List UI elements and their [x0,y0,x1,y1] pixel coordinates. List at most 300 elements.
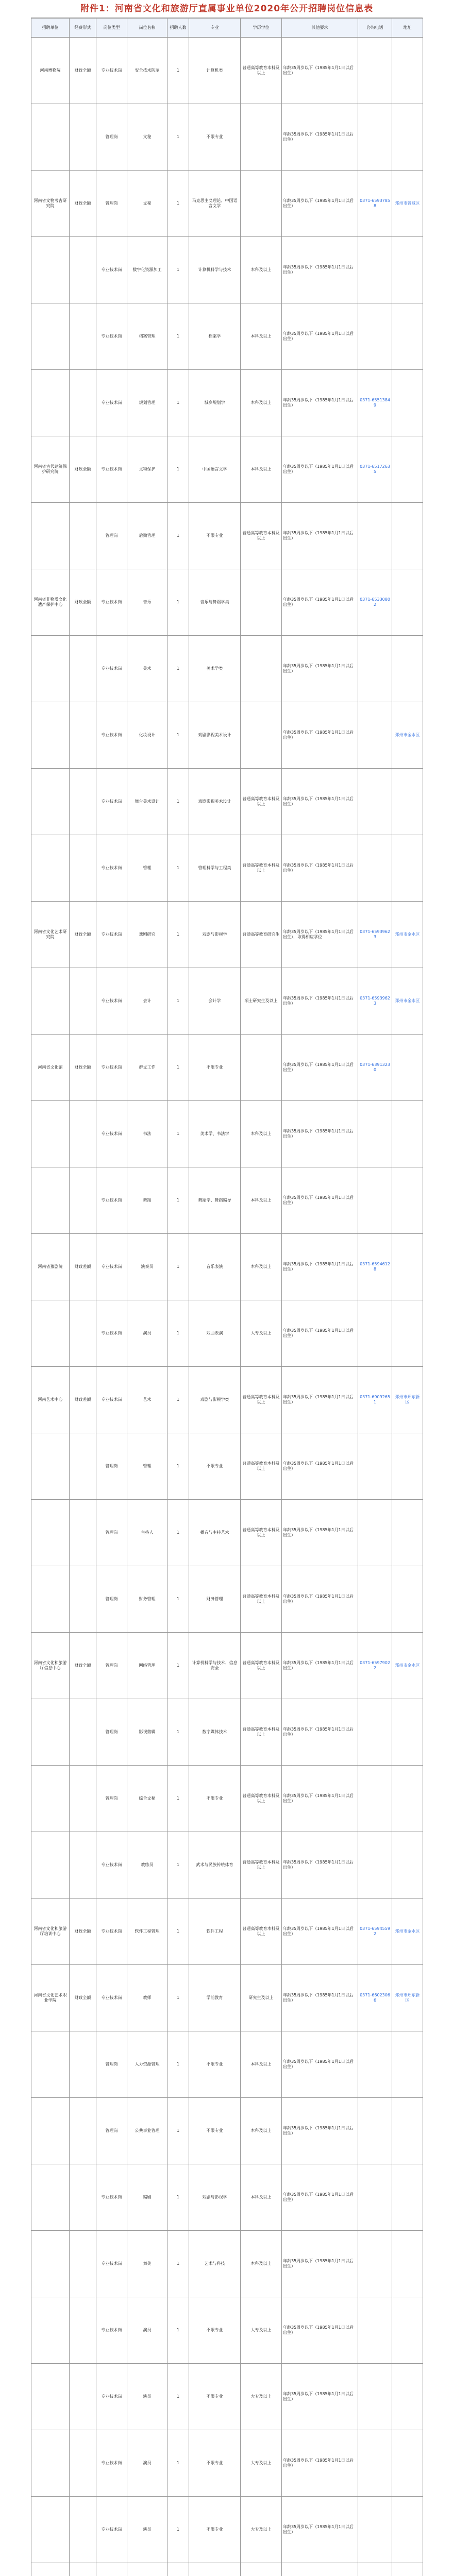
table-cell: 郑州市郑东新区 [392,1367,423,1433]
table-cell [31,968,70,1035]
table-row [31,1101,423,1167]
table-cell [70,2364,96,2430]
table-cell [358,303,392,370]
table-cell [31,370,70,436]
table-cell [127,2563,167,2576]
table-cell: 化妆设计 [127,702,167,769]
table-row [31,1167,423,1234]
table-cell [31,1766,70,1832]
table-cell: 1 [167,2031,189,2098]
table-cell: 1 [167,968,189,1035]
table-cell: 财政差额 [70,1367,96,1433]
table-cell: 郑州市金水区 [392,1899,423,1965]
table-cell: 年龄35周岁以下（1985年1月1日以后出生） [282,702,358,769]
column-header: 专业 [189,19,241,38]
table-cell: 戏剧研究 [127,902,167,968]
table-cell: 0371-65330802 [358,569,392,636]
table-cell: 大专及以上 [241,1300,282,1367]
table-cell [392,1832,423,1899]
table-cell: 年龄35周岁以下（1985年1月1日以后出生） [282,104,358,171]
table-cell [31,1832,70,1899]
document-page [31,0,423,2576]
table-cell: 年龄35周岁以下（1985年1月1日以后出生） [282,2231,358,2297]
table-cell: 规划管理 [127,370,167,436]
table-cell: 财政全额 [70,569,96,636]
table-cell [392,303,423,370]
table-cell [392,2098,423,2164]
table-cell: 1 [167,2164,189,2231]
table-cell: 硕士研究生及以上 [241,968,282,1035]
table-cell: 舞蹈学、舞蹈编导 [189,1167,241,1234]
table-cell: 年龄35周岁以下（1985年1月1日以后出生） [282,237,358,303]
table-cell: 教练员 [127,1832,167,1899]
table-cell: 文秘 [127,171,167,237]
table-cell: 安全技术防范 [127,38,167,104]
table-cell [96,2563,127,2576]
table-cell: 专业技术岗 [96,636,127,702]
table-cell [392,2031,423,2098]
table-cell: 专业技术岗 [96,2497,127,2563]
table-cell [70,968,96,1035]
table-cell [70,835,96,902]
table-cell: 财政全额 [70,1965,96,2031]
table-cell: 本科及以上 [241,1167,282,1234]
table-cell: 1 [167,1699,189,1766]
table-cell: 年龄35周岁以下（1985年1月1日以后出生） [282,1566,358,1633]
table-row [31,2563,423,2576]
table-cell [358,1300,392,1367]
table-cell: 群文工作 [127,1035,167,1101]
table-cell: 0371-69092651 [358,1367,392,1433]
table-cell: 财务管理 [189,1566,241,1633]
table-cell [358,769,392,835]
table-row [31,835,423,902]
table-cell: 专业技术岗 [96,1167,127,1234]
table-cell [31,1101,70,1167]
table-row [31,2364,423,2430]
table-cell [392,436,423,503]
table-cell: 主持人 [127,1500,167,1566]
table-cell: 专业技术岗 [96,370,127,436]
table-row [31,1035,423,1101]
table-cell: 管理岗 [96,503,127,569]
table-cell: 年龄35周岁以下（1985年1月1日以后出生） [282,636,358,702]
table-row [31,1699,423,1766]
table-cell: 本科及以上 [241,2231,282,2297]
table-cell [31,835,70,902]
table-cell: 大专及以上 [241,2497,282,2563]
table-cell: 郑州市金水区 [392,1633,423,1699]
table-cell [31,2563,70,2576]
table-row [31,1766,423,1832]
table-cell [392,1566,423,1633]
table-cell: 郑州市郑东新区 [392,1965,423,2031]
table-cell [358,2563,392,2576]
table-cell [392,2563,423,2576]
table-cell [167,2563,189,2576]
table-cell: 年龄35周岁以下（1985年1月1日以后出生） [282,1167,358,1234]
table-cell: 郑州市金水区 [392,702,423,769]
table-cell: 年龄35周岁以下（1985年1月1日以后出生） [282,2297,358,2364]
table-cell: 年龄35周岁以下（1985年1月1日以后出生） [282,1035,358,1101]
table-cell [70,702,96,769]
column-header: 咨询电话 [358,19,392,38]
table-cell: 不限专业 [189,2364,241,2430]
table-cell: 专业技术岗 [96,835,127,902]
table-cell [392,1234,423,1300]
table-cell: 专业技术岗 [96,1832,127,1899]
table-cell: 普通高等教育本科及以上 [241,835,282,902]
table-cell: 专业技术岗 [96,968,127,1035]
table-cell: 郑州市金水区 [392,902,423,968]
table-cell: 1 [167,2364,189,2430]
table-cell [392,1300,423,1367]
table-row [31,968,423,1035]
positions-table [31,18,423,2576]
table-cell: 年龄35周岁以下（1985年1月1日以后出生） [282,436,358,503]
table-cell: 本科及以上 [241,237,282,303]
table-cell: 年龄35周岁以下（1985年1月1日以后出生） [282,303,358,370]
table-cell: 1 [167,1766,189,1832]
table-cell: 1 [167,1035,189,1101]
table-cell [358,2364,392,2430]
table-row [31,1300,423,1367]
table-cell [31,1500,70,1566]
table-cell [31,1300,70,1367]
table-cell [70,2098,96,2164]
table-cell [31,303,70,370]
table-cell: 河南省古代建筑保护研究院 [31,436,70,503]
table-row [31,2231,423,2297]
table-cell [31,636,70,702]
table-body [31,38,423,2576]
table-cell: 专业技术岗 [96,902,127,968]
table-cell: 1 [167,303,189,370]
table-cell: 普通高等教育本科及以上 [241,1699,282,1766]
table-cell: 舞美 [127,2231,167,2297]
table-cell: 专业技术岗 [96,569,127,636]
table-cell: 河南艺术中心 [31,1367,70,1433]
column-header: 学历学位 [241,19,282,38]
table-cell [70,104,96,171]
table-cell [70,2031,96,2098]
table-cell [70,2430,96,2497]
table-cell: 河南省非物质文化遗产保护中心 [31,569,70,636]
table-cell: 河南省文化艺术研究院 [31,902,70,968]
table-cell: 年龄35周岁以下（1985年1月1日以后出生） [282,38,358,104]
table-cell [358,2297,392,2364]
table-cell: 专业技术岗 [96,1300,127,1367]
table-cell [70,636,96,702]
table-cell [392,1766,423,1832]
table-cell: 河南博物院 [31,38,70,104]
table-row [31,303,423,370]
table-cell: 1 [167,569,189,636]
table-cell: 本科及以上 [241,370,282,436]
table-cell: 0371-63913230 [358,1035,392,1101]
table-cell: 专业技术岗 [96,2430,127,2497]
table-cell [392,104,423,171]
table-cell: 学前教育 [189,1965,241,2031]
table-cell: 年龄35周岁以下（1985年1月1日以后出生） [282,2031,358,2098]
table-cell: 不限专业 [189,2297,241,2364]
table-cell: 普通高等教育本科及以上 [241,1832,282,1899]
table-cell: 管理岗 [96,104,127,171]
column-header: 岗位名称 [127,19,167,38]
table-cell: 1 [167,1832,189,1899]
table-cell [358,1500,392,1566]
table-cell: 会计学 [189,968,241,1035]
table-cell: 1 [167,2430,189,2497]
table-cell: 财政全额 [70,902,96,968]
table-cell [70,1566,96,1633]
table-cell: 本科及以上 [241,2098,282,2164]
table-cell [70,2497,96,2563]
table-cell [392,38,423,104]
table-row [31,1234,423,1300]
table-cell [392,1035,423,1101]
column-header: 招聘单位 [31,19,70,38]
table-cell [358,1832,392,1899]
table-cell: 不限专业 [189,1035,241,1101]
table-row [31,2497,423,2563]
table-cell: 管理岗 [96,1566,127,1633]
table-cell [31,702,70,769]
table-cell: 戏剧影视美术设计 [189,769,241,835]
table-cell: 普通高等教育本科及以上 [241,1433,282,1500]
table-cell: 0371-65172635 [358,436,392,503]
table-cell: 城乡规划学 [189,370,241,436]
table-cell [70,503,96,569]
table-cell: 计算机类 [189,38,241,104]
table-cell: 年龄35周岁以下（1985年1月1日以后出生） [282,968,358,1035]
table-cell [31,2031,70,2098]
table-cell [31,104,70,171]
table-cell: 河南省豫剧院 [31,1234,70,1300]
table-cell: 河南省文化艺术职业学院 [31,1965,70,2031]
table-cell: 1 [167,1899,189,1965]
table-cell [392,1699,423,1766]
table-cell: 软件工程管理 [127,1899,167,1965]
table-cell [358,1433,392,1500]
table-cell: 本科及以上 [241,1234,282,1300]
table-cell [31,237,70,303]
table-cell: 专业技术岗 [96,1965,127,2031]
table-cell: 不限专业 [189,104,241,171]
table-cell: 1 [167,1167,189,1234]
table-cell: 音乐与舞蹈学类 [189,569,241,636]
table-cell [282,2563,358,2576]
table-row [31,636,423,702]
table-cell: 年龄35周岁以下（1985年1月1日以后出生） [282,1899,358,1965]
table-cell: 财政全额 [70,171,96,237]
table-cell: 档案管理 [127,303,167,370]
table-cell: 管理岗 [96,1766,127,1832]
table-row [31,1566,423,1633]
table-cell: 1 [167,702,189,769]
table-cell: 郑州市金水区 [392,968,423,1035]
table-cell: 音乐 [127,569,167,636]
table-cell [189,2563,241,2576]
table-cell: 艺术与科技 [189,2231,241,2297]
table-cell: 网络管理 [127,1633,167,1699]
table-cell [70,1300,96,1367]
table-cell [358,1167,392,1234]
table-cell: 1 [167,769,189,835]
table-cell: 本科及以上 [241,436,282,503]
table-cell: 1 [167,104,189,171]
table-cell: 文秘 [127,104,167,171]
table-cell: 演员 [127,2364,167,2430]
table-cell [70,2164,96,2231]
table-cell: 年龄35周岁以下（1985年1月1日以后出生） [282,1965,358,2031]
table-row [31,902,423,968]
table-cell [241,1035,282,1101]
table-cell: 年龄35周岁以下（1985年1月1日以后出生） [282,370,358,436]
table-cell [31,769,70,835]
table-cell: 年龄35周岁以下（1985年1月1日以后出生） [282,769,358,835]
table-cell: 专业技术岗 [96,303,127,370]
table-cell [31,2164,70,2231]
table-cell: 普通高等教育本科及以上 [241,1633,282,1699]
table-cell: 文物保护 [127,436,167,503]
table-cell: 普通高等教育本科及以上 [241,769,282,835]
table-cell: 书法 [127,1101,167,1167]
table-row [31,2164,423,2231]
table-cell: 不限专业 [189,1433,241,1500]
table-cell [31,1699,70,1766]
table-cell: 年龄35周岁以下（1985年1月1日以后出生） [282,1832,358,1899]
table-cell [358,1566,392,1633]
table-cell: 演员 [127,2430,167,2497]
table-cell [392,1500,423,1566]
table-cell [358,2098,392,2164]
table-cell: 0371-65937858 [358,171,392,237]
table-cell: 0371-65945592 [358,1899,392,1965]
table-cell [358,835,392,902]
table-cell: 年龄35周岁以下（1985年1月1日以后出生） [282,1766,358,1832]
table-cell [31,503,70,569]
table-cell: 本科及以上 [241,1101,282,1167]
table-row [31,38,423,104]
table-cell [70,2297,96,2364]
table-row [31,436,423,503]
table-cell: 不限专业 [189,2098,241,2164]
table-cell [241,702,282,769]
table-cell: 专业技术岗 [96,769,127,835]
table-cell: 普通高等教育本科及以上 [241,1766,282,1832]
table-cell: 数字媒体技术 [189,1699,241,1766]
table-cell: 1 [167,1433,189,1500]
table-cell: 财政全额 [70,1899,96,1965]
table-cell: 编剧 [127,2164,167,2231]
table-cell: 专业技术岗 [96,702,127,769]
table-cell: 1 [167,1566,189,1633]
table-cell: 戏剧影视美术设计 [189,702,241,769]
table-cell: 管理 [127,1433,167,1500]
table-cell [70,2231,96,2297]
table-cell: 专业技术岗 [96,1899,127,1965]
column-header: 其他要求 [282,19,358,38]
table-cell: 后勤管理 [127,503,167,569]
table-cell: 武术与民族传统体育 [189,1832,241,1899]
table-cell: 普通高等教育研究生 [241,902,282,968]
table-cell [31,2231,70,2297]
table-cell: 财政全额 [70,1035,96,1101]
table-cell: 大专及以上 [241,2364,282,2430]
table-cell: 专业技术岗 [96,1367,127,1433]
table-cell: 研究生及以上 [241,1965,282,2031]
table-cell [70,303,96,370]
table-cell: 不限专业 [189,2430,241,2497]
table-cell: 普通高等教育本科及以上 [241,1566,282,1633]
table-cell [392,370,423,436]
table-cell: 河南省文化馆 [31,1035,70,1101]
table-cell: 人力资源管理 [127,2031,167,2098]
table-cell: 年龄35周岁以下（1985年1月1日以后出生） [282,1433,358,1500]
table-cell: 1 [167,1500,189,1566]
table-cell: 1 [167,436,189,503]
table-cell: 1 [167,1633,189,1699]
table-cell: 0371-65979022 [358,1633,392,1699]
table-cell: 普通高等教育本科及以上 [241,503,282,569]
table-row [31,1965,423,2031]
table-cell [358,104,392,171]
table-cell [70,237,96,303]
table-cell: 1 [167,370,189,436]
table-cell [392,237,423,303]
table-cell: 年龄35周岁以下（1985年1月1日以后出生） [282,171,358,237]
table-cell: 专业技术岗 [96,2297,127,2364]
table-cell [241,104,282,171]
table-cell: 综合文秘 [127,1766,167,1832]
table-cell [392,1101,423,1167]
table-cell [70,1433,96,1500]
table-cell [358,2497,392,2563]
table-cell: 1 [167,2098,189,2164]
table-cell: 1 [167,38,189,104]
table-cell: 1 [167,2297,189,2364]
table-cell: 年龄35周岁以下（1985年1月1日以后出生） [282,835,358,902]
table-cell: 1 [167,636,189,702]
table-cell: 戏剧与影视学 [189,2164,241,2231]
table-cell [358,2430,392,2497]
column-header: 岗位类型 [96,19,127,38]
table-cell: 年龄35周岁以下（1985年1月1日以后出生） [282,1300,358,1367]
table-cell [70,1500,96,1566]
table-cell: 本科及以上 [241,2031,282,2098]
table-row [31,1633,423,1699]
table-cell: 财务管理 [127,1566,167,1633]
table-cell: 0371-65946128 [358,1234,392,1300]
table-row [31,1367,423,1433]
table-cell: 公共事业管理 [127,2098,167,2164]
table-cell: 年龄35周岁以下（1985年1月1日以后出生） [282,2364,358,2430]
table-cell: 财政全额 [70,1633,96,1699]
table-cell: 专业技术岗 [96,1234,127,1300]
table-cell: 中国语言文学 [189,436,241,503]
table-cell [358,2164,392,2231]
table-cell: 数字化资源加工 [127,237,167,303]
table-cell [241,636,282,702]
table-cell: 1 [167,2497,189,2563]
table-cell: 戏剧与影视学类 [189,1367,241,1433]
table-cell: 年龄35周岁以下（1985年1月1日以后出生） [282,2497,358,2563]
table-cell: 不限专业 [189,2497,241,2563]
table-row [31,2031,423,2098]
table-cell: 管理岗 [96,2098,127,2164]
table-cell [70,1832,96,1899]
